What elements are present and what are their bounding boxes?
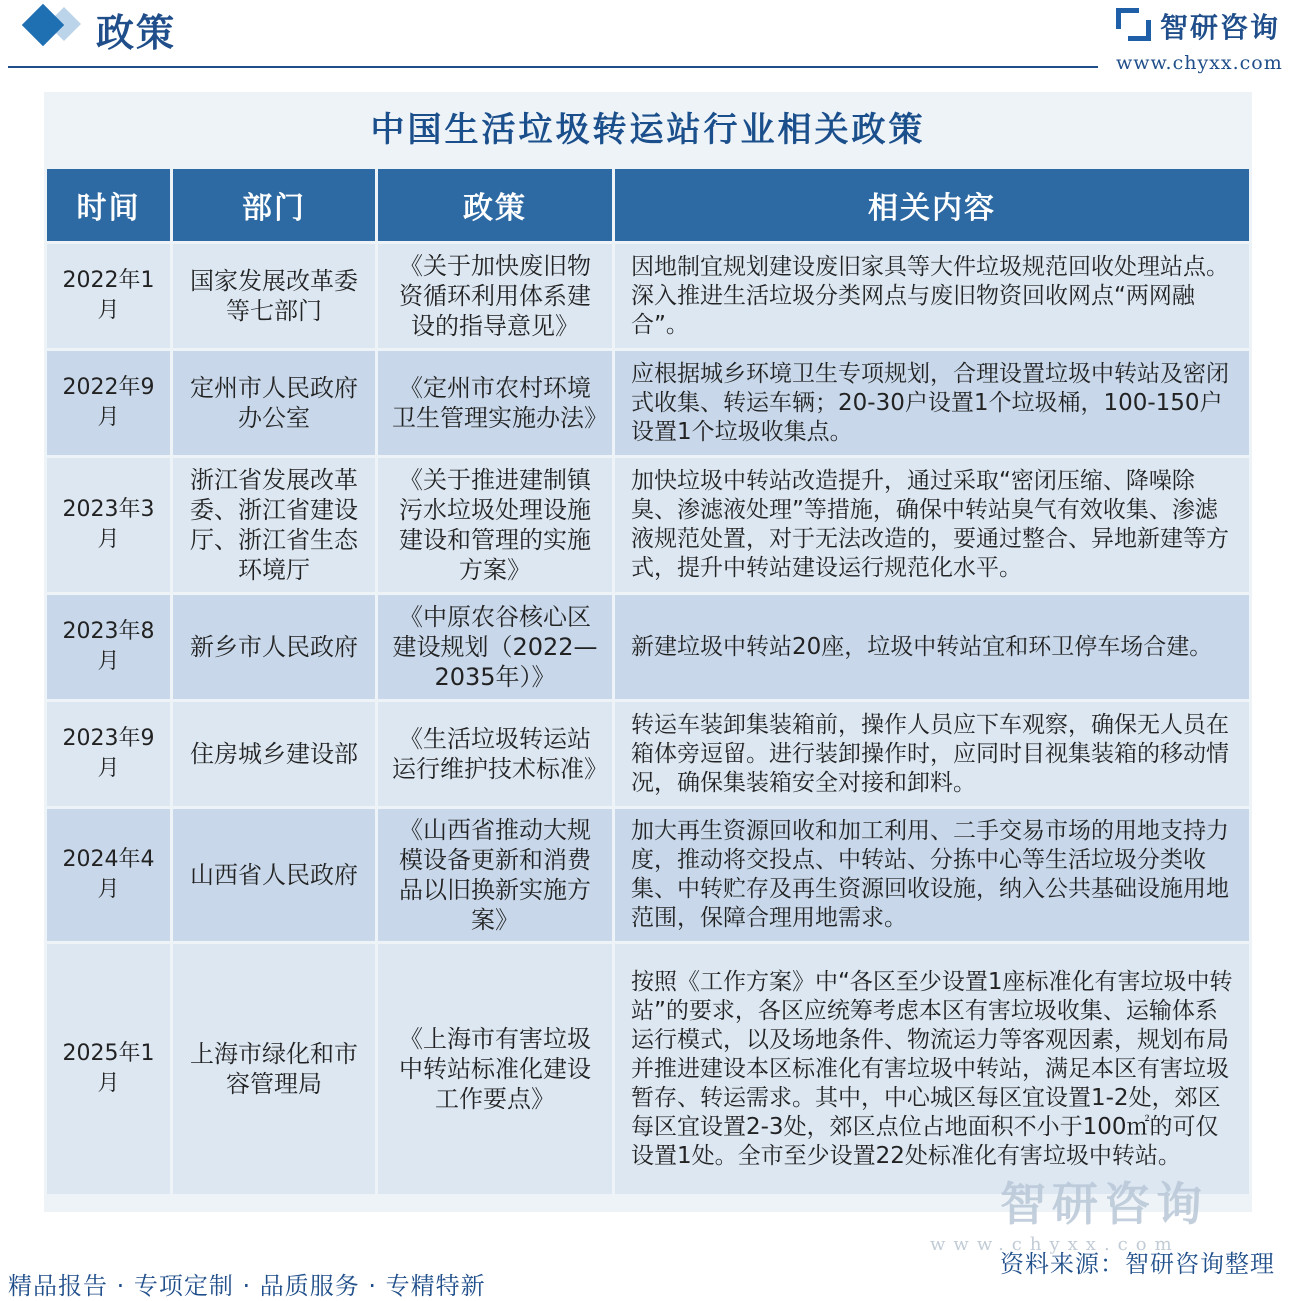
- cell-content: 因地制宜规划建设废旧家具等大件垃圾规范回收处理站点。深入推进生活垃圾分类网点与废旧物资回收网点“两网融合”。: [615, 244, 1249, 348]
- cell-dept: 浙江省发展改革委、浙江省建设厅、浙江省生态环境厅: [173, 458, 375, 592]
- cell-time: 2023年3月: [47, 458, 170, 592]
- column-header-time: 时间: [47, 169, 170, 241]
- cell-time: 2024年4月: [47, 809, 170, 941]
- header-divider: [8, 66, 1098, 68]
- table-row: [47, 595, 1249, 699]
- policy-table: [44, 166, 1252, 1197]
- table-row: [47, 944, 1249, 1194]
- cell-dept: 国家发展改革委等七部门: [173, 244, 375, 348]
- brand-logo-icon: [1116, 8, 1152, 42]
- cell-time: 2022年1月: [47, 244, 170, 348]
- footer-tagline: 精品报告 · 专项定制 · 品质服务 · 专精特新: [8, 1272, 486, 1300]
- cell-content: 转运车装卸集装箱前，操作人员应下车观察，确保无人员在箱体旁逗留。进行装卸操作时，应同时目视集装箱的移动情况，确保集装箱安全对接和卸料。: [615, 702, 1249, 806]
- cell-policy: 《山西省推动大规模设备更新和消费品以旧换新实施方案》: [378, 809, 612, 941]
- table-title: 中国生活垃圾转运站行业相关政策: [370, 110, 926, 150]
- cell-dept: 上海市绿化和市容管理局: [173, 944, 375, 1194]
- watermark-url: www.chyxx.com: [930, 1234, 1180, 1255]
- cell-content: 按照《工作方案》中“各区至少设置1座标准化有害垃圾中转站”的要求，各区应统筹考虑本区有害垃圾收集、运输体系运行模式，以及场地条件、物流运力等客观因素，规划布局并推进建设本区标准化有害垃圾中转站，满足本区有害垃圾暂存、转运需求。其中，中心城区每区宜设置1-2处，郊区每区宜设置2-3处，郊区点位占地面积不小于100㎡的可仅设置1处。全市至少设置22处标准化有害垃圾中转站。: [615, 944, 1249, 1194]
- cell-content: 加快垃圾中转站改造提升，通过采取“密闭压缩、降噪除臭、渗滤液处理”等措施，确保中转站臭气有效收集、渗滤液规范处置，对于无法改造的，要通过整合、异地新建等方式，提升中转站建设运行规范化水平。: [615, 458, 1249, 592]
- column-header-dept: 部门: [173, 169, 375, 241]
- table-row: [47, 351, 1249, 455]
- top-header: [0, 0, 1294, 80]
- cell-policy: 《中原农谷核心区建设规划（2022—2035年）》: [378, 595, 612, 699]
- table-header-row: [47, 169, 1249, 241]
- table-row: [47, 702, 1249, 806]
- cell-dept: 山西省人民政府: [173, 809, 375, 941]
- source-note: 资料来源：智研咨询整理: [1000, 1250, 1275, 1278]
- cell-policy: 《关于推进建制镇污水垃圾处理设施建设和管理的实施方案》: [378, 458, 612, 592]
- cell-policy: 《定州市农村环境卫生管理实施办法》: [378, 351, 612, 455]
- cell-dept: 新乡市人民政府: [173, 595, 375, 699]
- cell-content: 加大再生资源回收和加工利用、二手交易市场的用地支持力度，推动将交投点、中转站、分拣中心等生活垃圾分类收集、中转贮存及再生资源回收设施，纳入公共基础设施用地范围，保障合理用地需求。: [615, 809, 1249, 941]
- cell-policy: 《关于加快废旧物资循环利用体系建设的指导意见》: [378, 244, 612, 348]
- section-title: 政策: [96, 11, 177, 55]
- table-row: [47, 244, 1249, 348]
- table-row: [47, 809, 1249, 941]
- brand-url: www.chyxx.com: [1116, 52, 1283, 74]
- table-row: [47, 458, 1249, 592]
- cell-time: 2023年9月: [47, 702, 170, 806]
- column-header-policy: 政策: [378, 169, 612, 241]
- cell-policy: 《生活垃圾转运站运行维护技术标准》: [378, 702, 612, 806]
- cell-time: 2022年9月: [47, 351, 170, 455]
- brand-name: 智研咨询: [1160, 11, 1281, 44]
- cell-policy: 《上海市有害垃圾中转站标准化建设工作要点》: [378, 944, 612, 1194]
- diamond-icon: [22, 4, 64, 46]
- cell-content: 应根据城乡环境卫生专项规划，合理设置垃圾中转站及密闭式收集、转运车辆；20-30户设置1个垃圾桶，100-150户设置1个垃圾收集点。: [615, 351, 1249, 455]
- cell-time: 2025年1月: [47, 944, 170, 1194]
- watermark-brand-name: 智研咨询: [1000, 1177, 1208, 1231]
- cell-content: 新建垃圾中转站20座，垃圾中转站宜和环卫停车场合建。: [615, 595, 1249, 699]
- cell-dept: 定州市人民政府办公室: [173, 351, 375, 455]
- cell-time: 2023年8月: [47, 595, 170, 699]
- cell-dept: 住房城乡建设部: [173, 702, 375, 806]
- column-header-content: 相关内容: [615, 169, 1249, 241]
